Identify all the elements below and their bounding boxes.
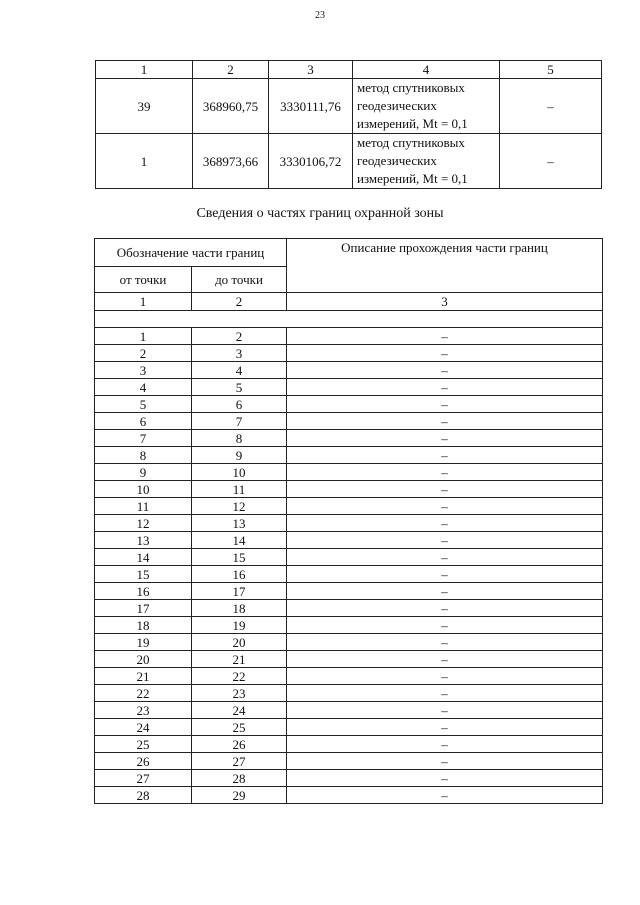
method-line: геодезических: [357, 153, 437, 168]
table-row: [95, 532, 603, 549]
from-point: 21: [95, 668, 192, 685]
table-row: [95, 719, 603, 736]
description-cell: –: [287, 481, 603, 498]
to-point: 19: [192, 617, 287, 634]
coordinates-table: [95, 60, 602, 189]
table-header-row: [96, 61, 602, 79]
description-cell: –: [287, 634, 603, 651]
table-row: [95, 668, 603, 685]
table-row: [95, 583, 603, 600]
from-point: 23: [95, 702, 192, 719]
description-cell: –: [287, 396, 603, 413]
to-point: 6: [192, 396, 287, 413]
from-point: 14: [95, 549, 192, 566]
table-row: [95, 685, 603, 702]
method-line: измерений, Mt = 0,1: [357, 171, 468, 186]
header-from-point: от точки: [95, 267, 192, 293]
column-number: 1: [95, 293, 192, 311]
header-description: Описание прохождения части границ: [287, 239, 603, 293]
description-cell: –: [287, 736, 603, 753]
description-cell: –: [287, 447, 603, 464]
table-row: [95, 498, 603, 515]
to-point: 7: [192, 413, 287, 430]
to-point: 9: [192, 447, 287, 464]
to-point: 2: [192, 328, 287, 345]
description-cell: –: [287, 719, 603, 736]
boundary-parts-table: [94, 238, 603, 804]
table-row: [96, 134, 602, 189]
column-number: 3: [269, 61, 353, 79]
description-cell: –: [287, 600, 603, 617]
section-title: Сведения о частях границ охранной зоны: [196, 206, 444, 221]
coordinate-y: 3330106,72: [269, 134, 353, 189]
from-point: 16: [95, 583, 192, 600]
from-point: 10: [95, 481, 192, 498]
description-cell: –: [287, 685, 603, 702]
to-point: 23: [192, 685, 287, 702]
to-point: 26: [192, 736, 287, 753]
from-point: 17: [95, 600, 192, 617]
coordinate-x: 368973,66: [193, 134, 269, 189]
from-point: 18: [95, 617, 192, 634]
from-point: 11: [95, 498, 192, 515]
table-row: [95, 651, 603, 668]
table-row: [95, 770, 603, 787]
description-cell: –: [287, 702, 603, 719]
method-description: [353, 134, 500, 189]
from-point: 4: [95, 379, 192, 396]
table-header-row: [95, 239, 603, 267]
header-boundary-part: Обозначение части границ: [95, 239, 287, 267]
description-cell: –: [287, 498, 603, 515]
from-point: 5: [95, 396, 192, 413]
table-row: [95, 753, 603, 770]
to-point: 27: [192, 753, 287, 770]
table-row: [95, 447, 603, 464]
point-number: 39: [96, 79, 193, 134]
to-point: 24: [192, 702, 287, 719]
from-point: 2: [95, 345, 192, 362]
description-cell: –: [287, 549, 603, 566]
table-row: [95, 702, 603, 719]
table-row: [95, 328, 603, 345]
to-point: 21: [192, 651, 287, 668]
description-cell: –: [287, 566, 603, 583]
from-point: 9: [95, 464, 192, 481]
to-point: 3: [192, 345, 287, 362]
from-point: 28: [95, 787, 192, 804]
to-point: 22: [192, 668, 287, 685]
dash-cell: –: [500, 134, 602, 189]
description-cell: –: [287, 753, 603, 770]
from-point: 20: [95, 651, 192, 668]
to-point: 25: [192, 719, 287, 736]
table-row: [95, 566, 603, 583]
page-number: 23: [315, 10, 325, 21]
description-cell: –: [287, 617, 603, 634]
column-number: 4: [353, 61, 500, 79]
from-point: 24: [95, 719, 192, 736]
to-point: 14: [192, 532, 287, 549]
table-row: [95, 413, 603, 430]
description-cell: –: [287, 583, 603, 600]
description-cell: –: [287, 379, 603, 396]
to-point: 12: [192, 498, 287, 515]
table-row: [95, 736, 603, 753]
to-point: 11: [192, 481, 287, 498]
table-row: [95, 430, 603, 447]
to-point: 13: [192, 515, 287, 532]
from-point: 15: [95, 566, 192, 583]
method-line: метод спутниковых: [357, 135, 465, 150]
to-point: 18: [192, 600, 287, 617]
from-point: 3: [95, 362, 192, 379]
table-row: [95, 549, 603, 566]
table-row: [96, 79, 602, 134]
column-number: 2: [192, 293, 287, 311]
to-point: 8: [192, 430, 287, 447]
from-point: 22: [95, 685, 192, 702]
table-row: [95, 600, 603, 617]
method-line: геодезических: [357, 98, 437, 113]
description-cell: –: [287, 464, 603, 481]
table-row: [95, 396, 603, 413]
description-cell: –: [287, 668, 603, 685]
table-row: [95, 379, 603, 396]
to-point: 5: [192, 379, 287, 396]
description-cell: –: [287, 770, 603, 787]
from-point: 6: [95, 413, 192, 430]
description-cell: –: [287, 430, 603, 447]
table-row: [95, 515, 603, 532]
description-cell: –: [287, 515, 603, 532]
column-number: 2: [193, 61, 269, 79]
description-cell: –: [287, 787, 603, 804]
table-row: [95, 464, 603, 481]
description-cell: –: [287, 328, 603, 345]
from-point: 19: [95, 634, 192, 651]
from-point: 8: [95, 447, 192, 464]
point-number: 1: [96, 134, 193, 189]
to-point: 29: [192, 787, 287, 804]
to-point: 4: [192, 362, 287, 379]
table-row: [95, 634, 603, 651]
column-numbers-row: [95, 293, 603, 311]
to-point: 16: [192, 566, 287, 583]
description-cell: –: [287, 413, 603, 430]
description-cell: –: [287, 345, 603, 362]
dash-cell: –: [500, 79, 602, 134]
column-number: 5: [500, 61, 602, 79]
method-description: [353, 79, 500, 134]
to-point: 17: [192, 583, 287, 600]
description-cell: –: [287, 362, 603, 379]
to-point: 15: [192, 549, 287, 566]
from-point: 27: [95, 770, 192, 787]
table-row: [95, 345, 603, 362]
empty-row: [95, 311, 603, 328]
header-to-point: до точки: [192, 267, 287, 293]
column-number: 1: [96, 61, 193, 79]
column-number: 3: [287, 293, 603, 311]
coordinate-y: 3330111,76: [269, 79, 353, 134]
table-row: [95, 787, 603, 804]
description-cell: –: [287, 532, 603, 549]
table-row: [95, 362, 603, 379]
method-line: измерений, Mt = 0,1: [357, 116, 468, 131]
to-point: 10: [192, 464, 287, 481]
to-point: 28: [192, 770, 287, 787]
description-cell: –: [287, 651, 603, 668]
method-line: метод спутниковых: [357, 80, 465, 95]
from-point: 25: [95, 736, 192, 753]
coordinate-x: 368960,75: [193, 79, 269, 134]
table-row: [95, 617, 603, 634]
from-point: 13: [95, 532, 192, 549]
from-point: 12: [95, 515, 192, 532]
table-row: [95, 481, 603, 498]
from-point: 7: [95, 430, 192, 447]
from-point: 26: [95, 753, 192, 770]
from-point: 1: [95, 328, 192, 345]
to-point: 20: [192, 634, 287, 651]
